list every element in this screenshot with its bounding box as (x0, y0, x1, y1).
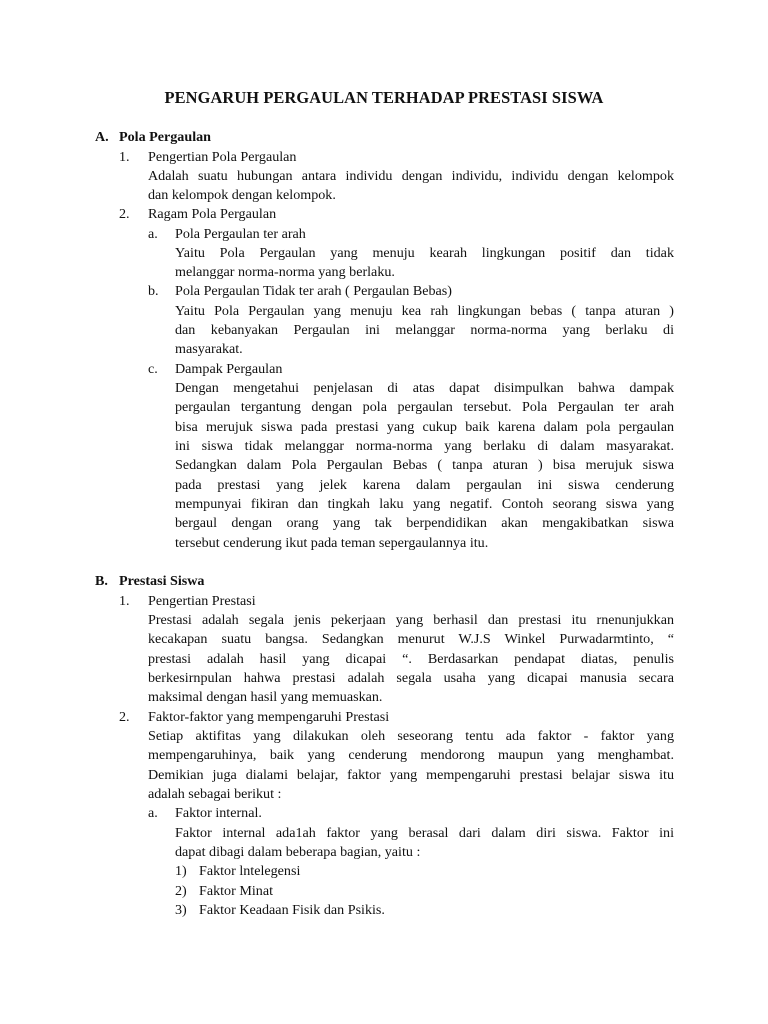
a2c-paragraph-line: mempunyai fikiran dan tingkah laku yang negatif. Contoh seorang siswa yang (175, 496, 674, 512)
a2-marker: 2. (119, 206, 130, 222)
b1-heading: Pengertian Prestasi (148, 593, 256, 609)
b2a-paragraph-line: dapat dibagi dalam beberapa bagian, yaitu : (175, 844, 421, 860)
b2a-subitem-marker: 3) (175, 902, 187, 918)
a2a-heading: Pola Pergaulan ter arah (175, 226, 306, 242)
b2a-subitem-label: Faktor Keadaan Fisik dan Psikis. (199, 902, 385, 918)
b2a-subitem-marker: 2) (175, 883, 187, 899)
a2a-marker: a. (148, 226, 158, 242)
a2a-paragraph-line: melanggar norma-norma yang berlaku. (175, 264, 395, 280)
b2-paragraph-line: adalah sebagai berikut : (148, 786, 282, 802)
a2c-paragraph-line: pada prestasi yang jelek karena dalam pergaulan ini siswa cenderung (175, 477, 674, 493)
b2a-heading: Faktor internal. (175, 805, 262, 821)
section-b-heading: Prestasi Siswa (119, 573, 205, 589)
b2-paragraph-line: Setiap aktifitas yang dilakukan oleh seseorang tentu ada faktor - faktor yang (148, 728, 674, 744)
a1-marker: 1. (119, 149, 130, 165)
section-b-marker: B. (95, 573, 108, 589)
a2c-paragraph-line: pergaulan tergantung dengan pola pergaulan tersebut. Pola Pergaulan ter arah (175, 399, 674, 415)
a2b-paragraph-line: masyarakat. (175, 341, 243, 357)
a2a-paragraph-line: Yaitu Pola Pergaulan yang menuju kearah lingkungan positif dan tidak (175, 245, 674, 261)
a2b-marker: b. (148, 283, 159, 299)
a1-paragraph-line: Adalah suatu hubungan antara individu dengan individu, individu dengan kelompok (148, 168, 674, 184)
b2a-paragraph-line: Faktor internal ada1ah faktor yang berasal dari dalam diri siswa. Faktor ini (175, 825, 674, 841)
section-a-marker: A. (95, 129, 109, 145)
b2a-marker: a. (148, 805, 158, 821)
b2-paragraph-line: mempengaruhinya, baik yang cenderung mendorong maupun yang menghambat. (148, 747, 674, 763)
a2b-paragraph-line: dan kebanyakan Pergaulan ini melanggar norma-norma yang berlaku di (175, 322, 674, 338)
b2a-subitem-label: Faktor Minat (199, 883, 273, 899)
b2-heading: Faktor-faktor yang mempengaruhi Prestasi (148, 709, 390, 725)
b1-paragraph-line: prestasi adalah hasil yang dicapai “. Berdasarkan pendapat diatas, penulis (148, 651, 674, 667)
b1-paragraph-line: maksimal dengan hasil yang memuaskan. (148, 689, 383, 705)
a2c-paragraph-line: tersebut cenderung ikut pada teman sepergaulannya itu. (175, 535, 489, 551)
b2a-subitem-label: Faktor lntelegensi (199, 863, 301, 879)
a2-heading: Ragam Pola Pergaulan (148, 206, 277, 222)
section-a-heading: Pola Pergaulan (119, 129, 211, 145)
b1-paragraph-line: kecakapan suatu bangsa. Sedangkan menurut W.J.S Winkel Purwadarmtinto, “ (148, 631, 674, 647)
a2c-heading: Dampak Pergaulan (175, 361, 283, 377)
a2c-paragraph-line: Sedangkan dalam Pola Pergaulan Bebas ( tanpa aturan ) bisa merujuk siswa (175, 457, 674, 473)
b1-marker: 1. (119, 593, 130, 609)
a2c-paragraph-line: Dengan mengetahui penjelasan di atas dapat disimpulkan bahwa dampak (175, 380, 674, 396)
a2b-paragraph-line: Yaitu Pola Pergaulan yang menuju kea rah lingkungan bebas ( tanpa aturan ) (175, 303, 674, 319)
b2a-subitem-marker: 1) (175, 863, 187, 879)
a2c-paragraph-line: bergaul dengan orang yang tak berpendidikan akan mengakibatkan siswa (175, 515, 674, 531)
a1-heading: Pengertian Pola Pergaulan (148, 149, 297, 165)
b1-paragraph-line: berkesirnpulan hahwa prestasi adalah segala usaha yang dicapai manusia secara (148, 670, 674, 686)
a2c-paragraph-line: ini siswa tidak melanggar norma-norma yang berlaku di dalam masyarakat. (175, 438, 674, 454)
a2c-paragraph-line: bisa merujuk siswa pada prestasi yang cukup baik karena dalam pola pergaulan (175, 419, 674, 435)
b2-marker: 2. (119, 709, 130, 725)
a2c-marker: c. (148, 361, 158, 377)
a1-paragraph-line: dan kelompok dengan kelompok. (148, 187, 336, 203)
b2-paragraph-line: Demikian juga dialami belajar, faktor yang mempengaruhi prestasi belajar siswa itu (148, 767, 674, 783)
document-title: PENGARUH PERGAULAN TERHADAP PRESTASI SISWA (164, 88, 604, 107)
a2b-heading: Pola Pergaulan Tidak ter arah ( Pergaulan Bebas) (175, 283, 452, 299)
b1-paragraph-line: Prestasi adalah segala jenis pekerjaan yang berhasil dan prestasi itu rnenunjukkan (148, 612, 674, 628)
